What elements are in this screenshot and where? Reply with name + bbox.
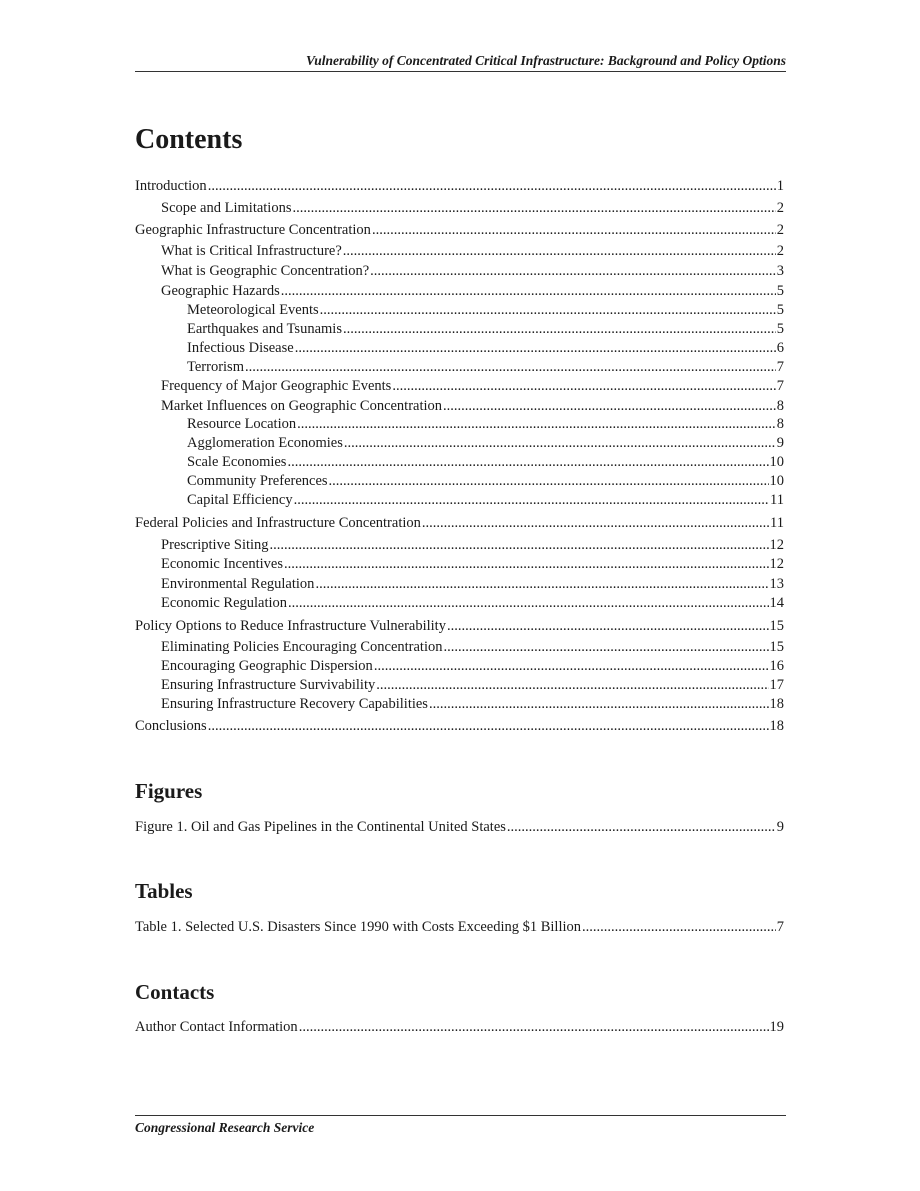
table-entry[interactable]: Table 1. Selected U.S. Disasters Since 1990 with Costs Exceeding $1 Billion ..... 7 bbox=[135, 918, 784, 936]
footer-rule bbox=[135, 1115, 786, 1116]
toc-entry-prescriptive-siting[interactable]: Prescriptive Siting ..... 12 bbox=[161, 536, 784, 554]
toc-entry-conclusions[interactable]: Conclusions ..... 18 bbox=[135, 717, 784, 735]
toc-entry-environmental-regulation[interactable]: Environmental Regulation ..... 13 bbox=[161, 575, 784, 593]
footer-publisher: Congressional Research Service bbox=[135, 1120, 315, 1135]
toc-entry-scale-economies[interactable]: Scale Economies ..... 10 bbox=[187, 453, 784, 471]
toc-entry-meteorological[interactable]: Meteorological Events ..... 5 bbox=[187, 301, 784, 319]
contents-heading: Contents bbox=[135, 124, 243, 155]
toc-entry-scope[interactable]: Scope and Limitations ..... 2 bbox=[161, 199, 784, 217]
toc-entry-introduction[interactable]: Introduction ..... 1 bbox=[135, 177, 784, 195]
contact-entry[interactable]: Author Contact Information ..... 19 bbox=[135, 1018, 784, 1036]
running-header bbox=[135, 52, 786, 72]
toc-entry-community-preferences[interactable]: Community Preferences ..... 10 bbox=[187, 472, 784, 490]
toc-entry-geographic-hazards[interactable]: Geographic Hazards ..... 5 bbox=[161, 282, 784, 300]
tables-heading: Tables bbox=[135, 879, 193, 903]
toc-entry-what-is-concentration[interactable]: What is Geographic Concentration? ..... 3 bbox=[161, 262, 784, 280]
toc-entry-encouraging-dispersion[interactable]: Encouraging Geographic Dispersion ..... 16 bbox=[161, 657, 784, 675]
toc-entry-eliminating-policies[interactable]: Eliminating Policies Encouraging Concentration ..... 15 bbox=[161, 638, 784, 656]
toc-entry-market-influences[interactable]: Market Influences on Geographic Concentration ..... 8 bbox=[161, 397, 784, 415]
toc-entry-economic-regulation[interactable]: Economic Regulation ..... 14 bbox=[161, 594, 784, 612]
toc-entry-resource-location[interactable]: Resource Location ..... 8 bbox=[187, 415, 784, 433]
toc-entry-earthquakes[interactable]: Earthquakes and Tsunamis ..... 5 bbox=[187, 320, 784, 338]
toc-entry-survivability[interactable]: Ensuring Infrastructure Survivability ..... 17 bbox=[161, 676, 784, 694]
figures-heading: Figures bbox=[135, 779, 203, 803]
toc-entry-agglomeration[interactable]: Agglomeration Economies ..... 9 bbox=[187, 434, 784, 452]
toc-entry-economic-incentives[interactable]: Economic Incentives ..... 12 bbox=[161, 555, 784, 573]
toc-entry-policy-options[interactable]: Policy Options to Reduce Infrastructure Vulnerability ..... 15 bbox=[135, 617, 784, 635]
toc-entry-capital-efficiency[interactable]: Capital Efficiency ..... 11 bbox=[187, 491, 784, 509]
toc-entry-geographic-concentration[interactable]: Geographic Infrastructure Concentration ..... 2 bbox=[135, 221, 784, 239]
toc-entry-infectious-disease[interactable]: Infectious Disease ..... 6 bbox=[187, 339, 784, 357]
figure-entry[interactable]: Figure 1. Oil and Gas Pipelines in the Continental United States ..... 9 bbox=[135, 818, 784, 836]
toc-entry-frequency[interactable]: Frequency of Major Geographic Events ..... 7 bbox=[161, 377, 784, 395]
toc-entry-terrorism[interactable]: Terrorism ..... 7 bbox=[187, 358, 784, 376]
toc-entry-recovery[interactable]: Ensuring Infrastructure Recovery Capabilities ..... 18 bbox=[161, 695, 784, 713]
toc-entry-federal-policies[interactable]: Federal Policies and Infrastructure Concentration ..... 11 bbox=[135, 514, 784, 532]
running-header-title: Vulnerability of Concentrated Critical Infrastructure: Background and Policy Options bbox=[305, 53, 786, 68]
toc-entry-critical-infrastructure[interactable]: What is Critical Infrastructure? ..... 2 bbox=[161, 242, 784, 260]
contacts-heading: Contacts bbox=[135, 980, 215, 1004]
